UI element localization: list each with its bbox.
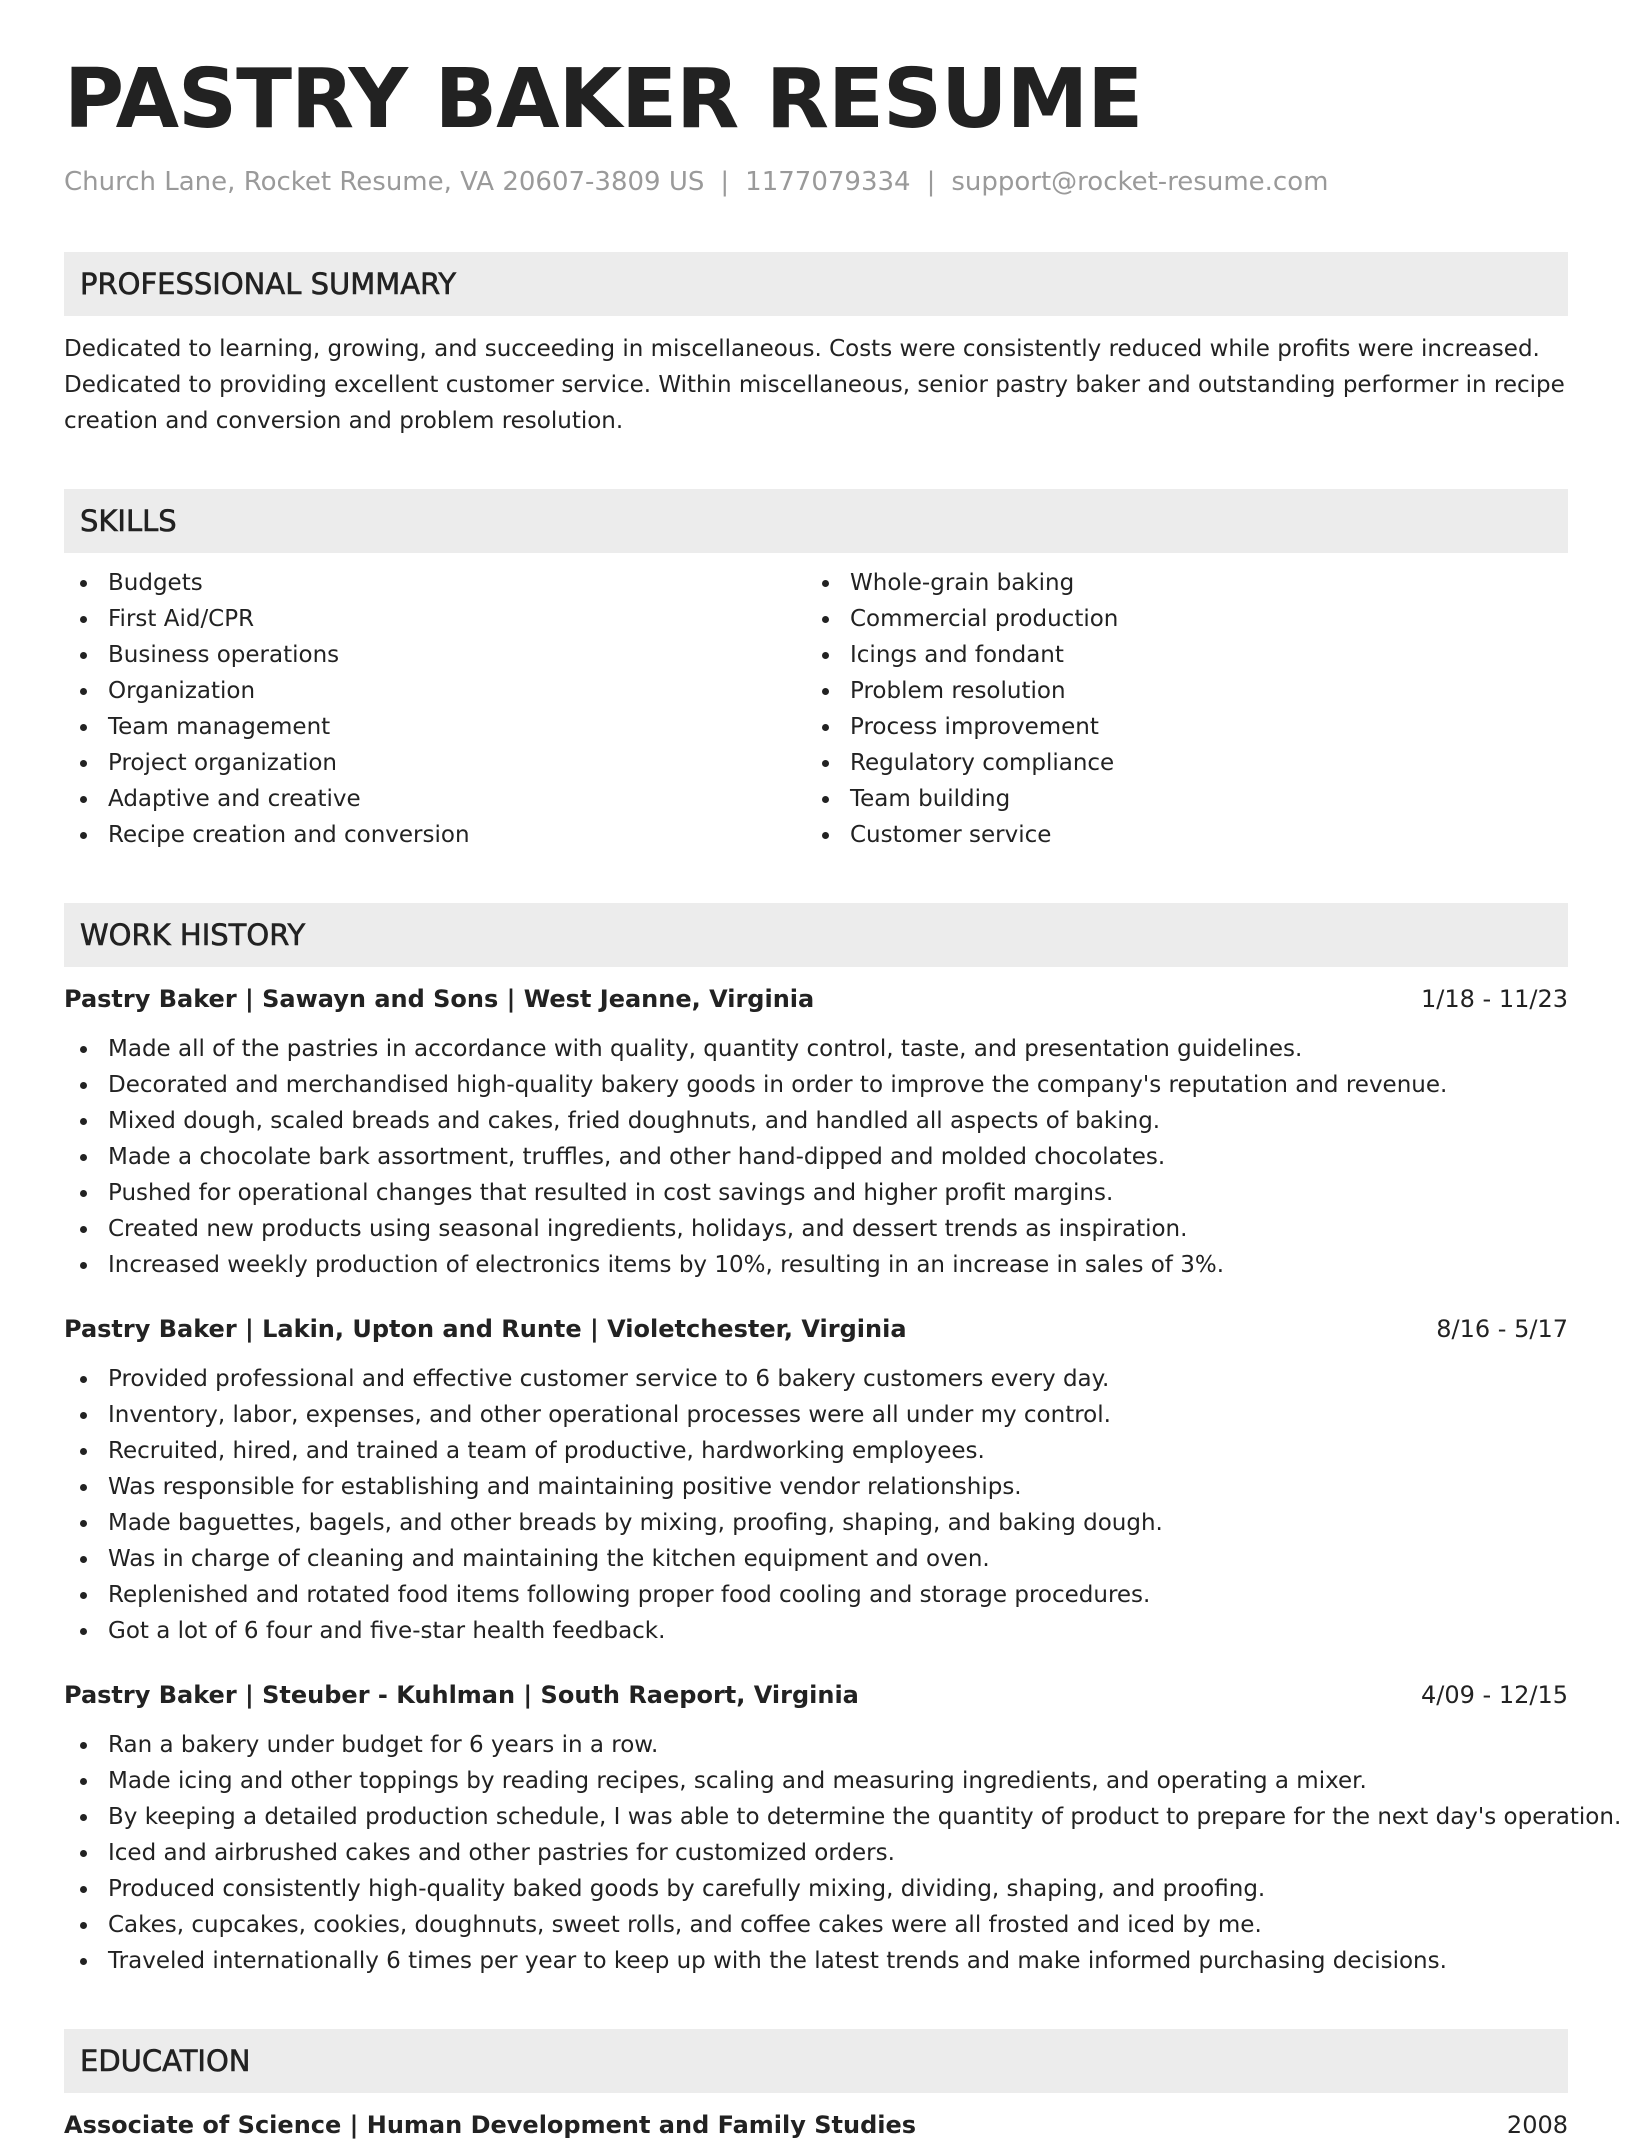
job-bullet: Decorated and merchandised high-quality bakery goods in order to improve the company's reputation and revenue. xyxy=(64,1067,1568,1103)
section-heading-work-history: WORK HISTORY xyxy=(64,903,1568,967)
skill-item: Process improvement xyxy=(806,709,1548,745)
contact-email: support@rocket-resume.com xyxy=(951,167,1329,197)
job-dates: 1/18 - 11/23 xyxy=(1421,985,1568,1013)
job-bullet: Was in charge of cleaning and maintaining the kitchen equipment and oven. xyxy=(64,1541,1568,1577)
skill-item: Organization xyxy=(64,673,806,709)
job-bullet: Iced and airbrushed cakes and other pastries for customized orders. xyxy=(64,1835,1568,1871)
contact-separator: | xyxy=(720,167,730,197)
skill-item: First Aid/CPR xyxy=(64,601,806,637)
skills-column-right xyxy=(806,565,1548,853)
education-entry xyxy=(64,2107,1568,2143)
job-bullets xyxy=(64,1727,1622,1979)
job-bullet: Inventory, labor, expenses, and other operational processes were all under my control. xyxy=(64,1397,1568,1433)
job-bullet: Produced consistently high-quality baked goods by carefully mixing, dividing, shaping, and proofing. xyxy=(64,1871,1568,1907)
skill-item: Business operations xyxy=(64,637,806,673)
job-bullets xyxy=(64,1031,1568,1283)
job-title: Pastry Baker | Steuber - Kuhlman | South Raeport, Virginia xyxy=(64,1681,859,1709)
job-bullet: Cakes, cupcakes, cookies, doughnuts, sweet rolls, and coffee cakes were all frosted and iced by me. xyxy=(64,1907,1568,1943)
section-heading-education: EDUCATION xyxy=(64,2029,1568,2093)
section-heading-summary: PROFESSIONAL SUMMARY xyxy=(64,252,1568,316)
skill-item: Recipe creation and conversion xyxy=(64,817,806,853)
skill-item: Commercial production xyxy=(806,601,1548,637)
skill-item: Whole-grain baking xyxy=(806,565,1548,601)
contact-address: Church Lane, Rocket Resume, VA 20607-3809 US xyxy=(64,167,705,197)
resume-content xyxy=(64,52,1622,2143)
job-bullet: Replenished and rotated food items following proper food cooling and storage procedures. xyxy=(64,1577,1568,1613)
job-bullet: Provided professional and effective customer service to 6 bakery customers every day. xyxy=(64,1361,1568,1397)
job-header xyxy=(64,1677,1568,1713)
resume-title: PASTRY BAKER RESUME xyxy=(64,52,1143,147)
skill-item: Team building xyxy=(806,781,1548,817)
job-dates: 4/09 - 12/15 xyxy=(1421,1681,1568,1709)
skill-item: Project organization xyxy=(64,745,806,781)
job-bullet: Created new products using seasonal ingredients, holidays, and dessert trends as inspiration. xyxy=(64,1211,1568,1247)
job-bullet: Got a lot of 6 four and five-star health feedback. xyxy=(64,1613,1568,1649)
job-bullet: Made baguettes, bagels, and other breads by mixing, proofing, shaping, and baking dough. xyxy=(64,1505,1568,1541)
contact-phone: 1177079334 xyxy=(745,167,911,197)
skill-item: Customer service xyxy=(806,817,1548,853)
job-bullet: Pushed for operational changes that resulted in cost savings and higher profit margins. xyxy=(64,1175,1568,1211)
job-bullet: Ran a bakery under budget for 6 years in a row. xyxy=(64,1727,1568,1763)
job-title: Pastry Baker | Sawayn and Sons | West Jeanne, Virginia xyxy=(64,985,815,1013)
job-bullet: Was responsible for establishing and maintaining positive vendor relationships. xyxy=(64,1469,1568,1505)
job-header xyxy=(64,981,1568,1017)
job-bullets xyxy=(64,1361,1568,1649)
skill-item: Problem resolution xyxy=(806,673,1548,709)
job-bullet: Made all of the pastries in accordance with quality, quantity control, taste, and presentation guidelines. xyxy=(64,1031,1568,1067)
job-bullet: Traveled internationally 6 times per year to keep up with the latest trends and make informed purchasing decisions. xyxy=(64,1943,1568,1979)
contact-separator: | xyxy=(926,167,936,197)
job-header xyxy=(64,1311,1568,1347)
job-entry xyxy=(64,1677,1622,1979)
education-degree: Associate of Science | Human Development and Family Studies xyxy=(64,2111,917,2139)
job-bullet: Recruited, hired, and trained a team of productive, hardworking employees. xyxy=(64,1433,1568,1469)
job-bullet: Increased weekly production of electronics items by 10%, resulting in an increase in sales of 3%. xyxy=(64,1247,1568,1283)
section-heading-skills: SKILLS xyxy=(64,489,1568,553)
job-title: Pastry Baker | Lakin, Upton and Runte | Violetchester, Virginia xyxy=(64,1315,907,1343)
job-dates: 8/16 - 5/17 xyxy=(1436,1315,1568,1343)
job-bullet: Made a chocolate bark assortment, truffles, and other hand-dipped and molded chocolates. xyxy=(64,1139,1568,1175)
skill-item: Budgets xyxy=(64,565,806,601)
job-bullet: Made icing and other toppings by reading recipes, scaling and measuring ingredients, and operating a mixer. xyxy=(64,1763,1568,1799)
skills-list xyxy=(64,565,1568,853)
education-year: 2008 xyxy=(1506,2111,1568,2139)
contact-line xyxy=(64,164,1568,200)
skills-column-left xyxy=(64,565,806,853)
skill-item: Team management xyxy=(64,709,806,745)
skill-item: Regulatory compliance xyxy=(806,745,1548,781)
skill-item: Icings and fondant xyxy=(806,637,1548,673)
job-bullet: By keeping a detailed production schedule, I was able to determine the quantity of product to prepare for the next day's operation. xyxy=(64,1799,1568,1835)
skill-item: Adaptive and creative xyxy=(64,781,806,817)
summary-text: Dedicated to learning, growing, and succeeding in miscellaneous. Costs were consistently reduced while profits were increased. Dedicated to providing excellent customer service. Within miscellaneous, senior pastry baker and outstanding performer in recipe creation and conversion and problem resolution. xyxy=(64,336,1565,434)
job-entry xyxy=(64,1311,1568,1649)
job-entry xyxy=(64,981,1568,1283)
job-bullet: Mixed dough, scaled breads and cakes, fried doughnuts, and handled all aspects of baking. xyxy=(64,1103,1568,1139)
